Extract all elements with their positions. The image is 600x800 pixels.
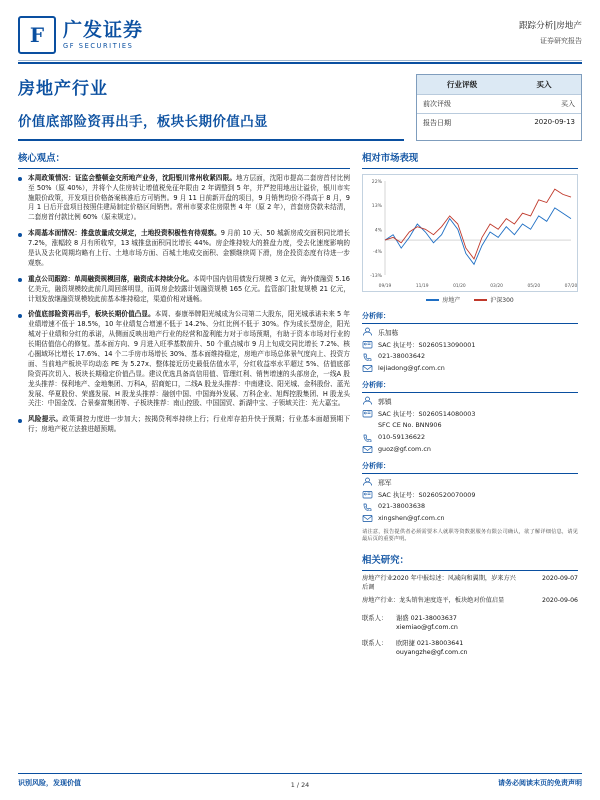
- analyst-email-row: [362, 445, 578, 454]
- legend-item-0: 房地产: [426, 295, 460, 304]
- page-header: [18, 0, 582, 54]
- analyst-email-row: [362, 514, 578, 523]
- analyst-email-row: [362, 364, 578, 373]
- related-research-text: 房地产行业2020 年中报综述：风减向和翼期，岁来方兴后调: [362, 575, 516, 592]
- svg-text:-13%: -13%: [370, 273, 382, 279]
- logo-text-cn: 广发证券: [63, 18, 144, 41]
- table-row: [417, 95, 581, 114]
- svg-text:09/19: 09/19: [378, 283, 392, 289]
- svg-text:-4%: -4%: [373, 249, 382, 255]
- analyst-phone-row: [362, 502, 578, 511]
- analyst-name-row: [362, 477, 578, 487]
- footer-left: 识别风险，发现价值: [18, 779, 81, 787]
- analyst-email[interactable]: xingshen@gf.com.cn: [378, 514, 445, 523]
- analyst-block-2: [362, 461, 578, 523]
- doc-type-label: 证券研究报告: [540, 37, 582, 45]
- svg-text:11/19: 11/19: [415, 283, 429, 289]
- spacer-icon: [362, 421, 373, 430]
- rating-prev-value: 买入: [561, 100, 575, 108]
- contact-block-1: [362, 638, 578, 656]
- analyst-block-1: [362, 380, 578, 454]
- analyst-phone: 021-38003638: [378, 502, 426, 511]
- logo-mark-icon: F: [18, 16, 56, 54]
- contact-name: 谢盛 021-38003637: [396, 615, 457, 623]
- analyst-role: 分析师：: [362, 461, 578, 474]
- analyst-phone: 010-59136622: [378, 433, 426, 442]
- logo-text-en: GF SECURITIES: [63, 42, 134, 51]
- analyst-block-0: [362, 311, 578, 373]
- analyst-sac: SAC 执证号：S0260514080003: [378, 409, 476, 418]
- id-card-icon: [362, 340, 373, 349]
- id-card-icon: [362, 490, 373, 499]
- list-item: [18, 174, 350, 223]
- header-divider-thick: [18, 62, 582, 64]
- phone-icon: [362, 433, 373, 442]
- table-row: [417, 114, 581, 132]
- brand-logo: [18, 16, 143, 54]
- list-item: [18, 229, 350, 269]
- report-date-value: 2020-09-13: [534, 118, 575, 126]
- svg-text:05/20: 05/20: [527, 283, 541, 289]
- bullet-text: 风险提示。政策调控力度进一步加大；按揭贷利率持续上行；行业库存拍升快于预期；行业基本面超预期下行；房地产税立法推进超预期。: [28, 415, 351, 434]
- analyst-name: 郭镇: [378, 397, 392, 406]
- header-meta: [519, 16, 582, 46]
- phone-icon: [362, 352, 373, 361]
- related-research-title: 相关研究：: [362, 555, 409, 567]
- page-footer: [18, 773, 582, 788]
- analyst-phone-row: [362, 352, 578, 361]
- person-icon: [362, 477, 373, 486]
- related-research-text: 房地产行业：龙头销售速度连平，板块绝对价值启显: [362, 597, 505, 605]
- rating-table: [416, 74, 582, 141]
- analyst-role: 分析师：: [362, 380, 578, 393]
- rating-prev-label: 前次评级: [423, 100, 451, 108]
- page-title: 房地产行业: [18, 79, 108, 99]
- footer-divider: [18, 773, 582, 774]
- related-research-date: 2020-09-06: [542, 597, 578, 605]
- analyst-phone-row: [362, 433, 578, 442]
- header-divider: [18, 60, 582, 61]
- contact-block-0: [362, 613, 578, 631]
- chart-svg: [363, 175, 577, 291]
- svg-text:13%: 13%: [371, 203, 382, 209]
- svg-text:01/20: 01/20: [453, 283, 466, 289]
- related-research-date: 2020-09-07: [542, 575, 578, 583]
- body-columns: [18, 150, 582, 657]
- contact-label: 联系人：: [362, 615, 388, 623]
- core-view-list: [18, 174, 350, 435]
- list-item: [18, 310, 350, 409]
- market-performance-underline: [362, 168, 578, 169]
- report-date-label: 报告日期: [423, 119, 451, 127]
- analyst-name-row: [362, 396, 578, 406]
- analyst-sac-row: [362, 490, 578, 499]
- contact-name: 欧阳捷 021-38003641: [396, 640, 464, 648]
- analyst-name: 乐加栋: [378, 328, 399, 337]
- chart-legend: [362, 295, 578, 304]
- core-view-underline: [18, 168, 350, 169]
- bullet-text: 重点公司跟踪：单周融资规模回落，融资成本持续分化。本周中国内信用债发行规模 3 亿元，海外债融资 5.16 亿美元，融资规模较此前几周回落明显，而周房企较露计划融资规模 165 亿元。监管部门批复规模 21 亿元，计划发放继融资规模较此前基本维持稳定，渠道价相对通畅。: [28, 274, 350, 303]
- analyst-email[interactable]: guoz@gf.com.cn: [378, 445, 431, 454]
- person-icon: [362, 396, 373, 405]
- rating-header-row: [417, 75, 581, 95]
- svg-text:4%: 4%: [374, 228, 382, 234]
- svg-text:03/20: 03/20: [490, 283, 503, 289]
- contact-row: [362, 638, 578, 647]
- rating-header-label: 行业评级: [446, 80, 478, 89]
- analyst-email[interactable]: lejiadong@gf.com.cn: [378, 364, 445, 373]
- analyst-sac: SAC 执证号：S0260513090001: [378, 340, 476, 349]
- svg-text:22%: 22%: [371, 179, 382, 185]
- svg-text:07/20: 07/20: [564, 283, 577, 289]
- analyst-name: 邢军: [378, 478, 392, 487]
- mail-icon: [362, 514, 373, 523]
- analyst-sfc-row: [362, 421, 578, 430]
- analyst-role: 分析师：: [362, 311, 578, 324]
- mail-icon: [362, 445, 373, 454]
- list-item[interactable]: [362, 597, 578, 606]
- contact-row: [362, 613, 578, 622]
- title-block: [18, 74, 582, 141]
- footer-row: [18, 778, 582, 788]
- analyst-sac: SAC 执证号：S0260520070009: [378, 490, 476, 499]
- page-subtitle: 价值底部险资再出手，板块长期价值凸显: [18, 115, 269, 130]
- breadcrumb: 跟踪分析|房地产: [518, 21, 582, 31]
- main-content: [18, 150, 350, 657]
- title-underline: [18, 139, 404, 141]
- analyst-name-row: [362, 327, 578, 337]
- related-research-underline: [362, 570, 578, 571]
- id-card-icon: [362, 409, 373, 418]
- contact-email[interactable]: xiemiao@gf.com.cn: [396, 624, 458, 632]
- person-icon: [362, 327, 373, 336]
- contact-email[interactable]: ouyangzhe@gf.com.cn: [396, 649, 468, 657]
- relative-performance-chart: [362, 174, 578, 292]
- core-view-title: 核心观点：: [18, 152, 65, 164]
- contact-label: 联系人：: [362, 640, 388, 648]
- sidebar: [362, 150, 578, 657]
- rating-header-value: 买入: [536, 80, 552, 89]
- list-item: [18, 275, 350, 305]
- market-performance-title: 相对市场表现: [362, 152, 419, 164]
- analyst-sfc: SFC CE No. BNN906: [378, 421, 442, 430]
- list-item[interactable]: [362, 575, 578, 593]
- analyst-sac-row: [362, 340, 578, 349]
- bullet-text: 本周政策情况：证监会整顿金交所地产业务，沈阳银川常州收紧四限。地方层面，沈阳市提高二套房首付比例至 50%（原 40%），并将个人住房转让增值税免征年限由 2 年调整到 5 年，并严控用地出让溢价，银川市实施限价政策，开发项目价格备案核准后方可销售。9 月 11 日前新开盘的项目，9 月销售均价不得高于 8 月，9 月 1 日后开盘项目按照住建局制定价格区间销售。常州市要求住房限售 4 年（原 2 年），首套房贷款未结清，二套房首付款比例 60%（原未规定）。: [28, 173, 351, 222]
- mail-icon: [362, 364, 373, 373]
- compliance-note: 请注意，报告提供者必须需要本人就职等资数据服务有限公司确认，欲了解详细信息，请见最后页的重要声明。: [362, 528, 578, 543]
- phone-icon: [362, 502, 373, 511]
- list-item: [18, 415, 350, 435]
- page-number: 1 / 24: [290, 781, 310, 789]
- analyst-sac-row: [362, 409, 578, 418]
- bullet-text: 本周基本面情况：推盘放量成交规定，土地投资积极性有待观察。9 月前 10 天、50 城新房成交面积同比增长 7.2%，涨幅较 8 月有所收窄，13 城推盘面积同比增长 44%。房企维持较大的推盘力度，受去化速度影响的是认及去化周期均略有上行、土地市场方面、百城土地成交面积、金额继续周下滑，房企投资态度有待进一步观察。: [28, 229, 351, 267]
- analyst-phone: 021-38003642: [378, 352, 426, 361]
- bullet-text: 价值底部险资再出手，板块长期价值凸显。本周、泰康举牌阳光城成为公司第二大股东，阳光城承诺未来 5 年业绩增速不低于 18.5%，10 年业绩复合增速不低于 14.2%、分红比例不低于 30%。作为成长型房企，阳光城对于业绩和分红的承诺，从侧面反映出地产行业的经营和盈利能力对于市场预期，有助于资本市场对行业的长期估值信心的修复。基本面方向、9 月进入旺季基数前升、50 个重点城市 9 月上旬成交同比增长 7.2%、核心圈域环比增长 17.6%、14 个二手房市场增长 30%、基本面维持稳定，房地产市场总体景气度向上、投资方面、当前地产板块平均动态 PE 为 5.27x、整体接近历史最低估值水平，分红收益率水平超过 5%、估值底部险资再次切入、板块长期稳定价值凸显。建议优选具备高信用值、管理红利、销售增速的头部房企，一线A 股龙头推荐：保利地产、金地集团、万科A，招商蛇口，二线A 股龙头推荐：中南建设、阳光城、金科股份、蓝光发展、华夏股份、荣盛发展、H 股龙头推荐：融创中国、中国海外发展、万科企业、旭辉控股集团、H 股龙头关注：中国金茂、合景泰富集团等、子板块推荐：南山控股、中国国贸、新湖中宝、子领域关注：光大嘉宝。: [28, 310, 350, 408]
- legend-item-1: 沪深300: [474, 295, 513, 304]
- footer-right: 请务必阅读末页的免责声明: [498, 779, 582, 787]
